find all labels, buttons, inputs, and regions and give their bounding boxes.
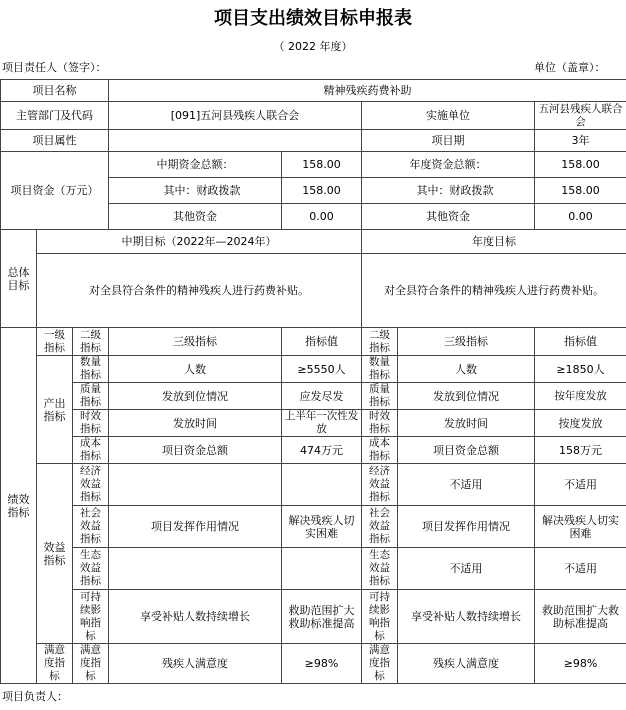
year-fiscal-value: 158.00 (535, 178, 626, 204)
mid-fiscal-value: 158.00 (282, 178, 362, 204)
project-attr-label: 项目属性 (1, 130, 109, 152)
year-other-value: 0.00 (535, 204, 626, 230)
year-total-label: 年度资金总额： (362, 152, 535, 178)
table-row-mid-l3: 项目发挥作用情况 (109, 506, 282, 548)
table-row-year-value: ≥1850人 (535, 356, 626, 383)
table-row-year-l3: 发放到位情况 (398, 383, 535, 410)
mid-other-label: 其他资金 (109, 204, 282, 230)
year-other-label: 其他资金 (362, 204, 535, 230)
mid-fiscal-label: 其中：财政拨款 (109, 178, 282, 204)
output-indicator-label: 产出指标 (37, 356, 73, 464)
table-row-mid-l3: 残疾人满意度 (109, 644, 282, 684)
table-row-l2: 成本指标 (73, 437, 109, 464)
project-attr-value (109, 130, 362, 152)
lvl2-header: 二级指标 (73, 328, 109, 356)
table-row-mid-value: 应发尽发 (282, 383, 362, 410)
table-row-mid-l3: 项目资金总额 (109, 437, 282, 464)
table-row-l2: 满意度指标 (73, 644, 109, 684)
table-row-year-l2: 满意度指标 (362, 644, 398, 684)
mid-goal-header: 中期目标（2022年—2024年） (37, 230, 362, 254)
table-row-mid-l3: 人数 (109, 356, 282, 383)
table-row-year-l3: 不适用 (398, 548, 535, 590)
value-header-mid: 指标值 (282, 328, 362, 356)
table-row-mid-value: 上半年一次性发放 (282, 410, 362, 437)
table-row-year-l3: 项目资金总额 (398, 437, 535, 464)
table-row-year-l3: 发放时间 (398, 410, 535, 437)
year-goal-header: 年度目标 (362, 230, 626, 254)
table-row-year-value: 解决残疾人切实困难 (535, 506, 626, 548)
year-line: （ 2022 年度） (273, 40, 353, 53)
year-goal-text: 对全县符合条件的精神残疾人进行药费补贴。 (362, 254, 626, 328)
table-row-year-l2: 社会效益指标 (362, 506, 398, 548)
table-row-year-l2: 时效指标 (362, 410, 398, 437)
project-name-label: 项目名称 (1, 80, 109, 102)
dept-value: [091]五河县残疾人联合会 (109, 102, 362, 130)
lvl3-header-year: 三级指标 (398, 328, 535, 356)
table-row-mid-value: 474万元 (282, 437, 362, 464)
table-row-year-l2: 质量指标 (362, 383, 398, 410)
funds-label: 项目资金（万元） (1, 152, 109, 230)
satisfaction-indicator-label: 满意度指标 (37, 644, 73, 684)
value-header-year: 指标值 (535, 328, 626, 356)
table-row-mid-value: 救助范围扩大救助标准提高 (282, 590, 362, 644)
footer-responsible: 项目负责人： (2, 690, 68, 703)
table-row-year-value: 按度发放 (535, 410, 626, 437)
year-total-value: 158.00 (535, 152, 626, 178)
page-title: 项目支出绩效目标申报表 (214, 8, 412, 29)
table-row-mid-l3: 发放时间 (109, 410, 282, 437)
mid-total-label: 中期资金总额： (109, 152, 282, 178)
project-period-value: 3年 (535, 130, 626, 152)
table-row-mid-value (282, 464, 362, 506)
table-row-year-l2: 经济效益指标 (362, 464, 398, 506)
table-row-mid-value: 解决残疾人切实困难 (282, 506, 362, 548)
dept-label: 主管部门及代码 (1, 102, 109, 130)
table-row-year-l3: 项目发挥作用情况 (398, 506, 535, 548)
table-row-l2: 社会效益指标 (73, 506, 109, 548)
lvl2-header-year: 二级指标 (362, 328, 398, 356)
benefit-indicator-label: 效益指标 (37, 464, 73, 644)
table-row-l2: 可持续影响指标 (73, 590, 109, 644)
table-row-year-l3: 不适用 (398, 464, 535, 506)
table-row-mid-value: ≥5550人 (282, 356, 362, 383)
table-row-year-l3: 享受补贴人数持续增长 (398, 590, 535, 644)
table-row-l2: 时效指标 (73, 410, 109, 437)
mid-other-value: 0.00 (282, 204, 362, 230)
table-row-year-value: 不适用 (535, 464, 626, 506)
table-row-year-l3: 人数 (398, 356, 535, 383)
table-row-year-value: 不适用 (535, 548, 626, 590)
impl-unit-value: 五河县残疾人联合会 (535, 102, 626, 130)
table-row-l2: 质量指标 (73, 383, 109, 410)
perf-indicator-label: 绩效指标 (1, 328, 37, 684)
project-period-label: 项目期 (362, 130, 535, 152)
impl-unit-label: 实施单位 (362, 102, 535, 130)
mid-total-value: 158.00 (282, 152, 362, 178)
table-row-year-l3: 残疾人满意度 (398, 644, 535, 684)
table-row-year-l2: 生态效益指标 (362, 548, 398, 590)
table-row-mid-value (282, 548, 362, 590)
table-row-year-l2: 数量指标 (362, 356, 398, 383)
unit-label: 单位（盖章）： (534, 61, 606, 74)
table-row-mid-l3 (109, 464, 282, 506)
mid-goal-text: 对全县符合条件的精神残疾人进行药费补贴。 (37, 254, 362, 328)
table-row-year-l2: 成本指标 (362, 437, 398, 464)
overall-goal-label: 总体目标 (1, 230, 37, 328)
table-row-mid-l3 (109, 548, 282, 590)
table-row-mid-value: ≥98% (282, 644, 362, 684)
performance-table (0, 79, 626, 684)
table-row-l2: 生态效益指标 (73, 548, 109, 590)
year-fiscal-label: 其中：财政拨款 (362, 178, 535, 204)
table-row-l2: 数量指标 (73, 356, 109, 383)
table-row-year-value: 救助范围扩大救助标准提高 (535, 590, 626, 644)
lvl1-header: 一级指标 (37, 328, 73, 356)
table-row-l2: 经济效益指标 (73, 464, 109, 506)
responsible-label: 项目责任人（签字）： (2, 61, 107, 74)
lvl3-header-mid: 三级指标 (109, 328, 282, 356)
table-row-year-value: 158万元 (535, 437, 626, 464)
table-row-year-l2: 可持续影响指标 (362, 590, 398, 644)
table-row-mid-l3: 享受补贴人数持续增长 (109, 590, 282, 644)
table-row-year-value: ≥98% (535, 644, 626, 684)
table-row-mid-l3: 发放到位情况 (109, 383, 282, 410)
project-name-value: 精神残疾药费补助 (109, 80, 626, 102)
table-row-year-value: 按年度发放 (535, 383, 626, 410)
